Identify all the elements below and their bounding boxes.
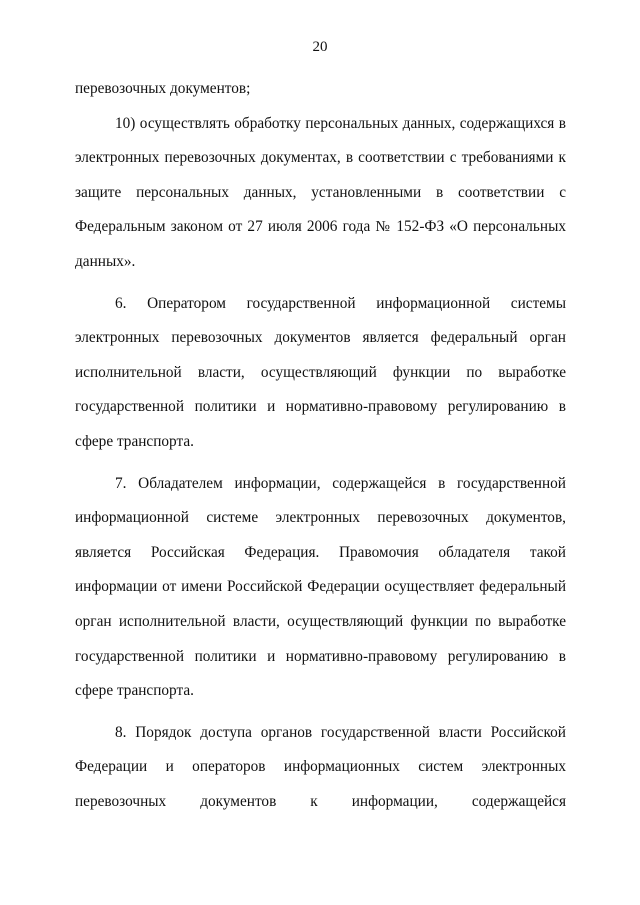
- paragraph-8: 8. Порядок доступа органов государственной власти Российской Федерации и операторов информационных систем электронных перевозочных документов к информации, содержащейся: [75, 723, 566, 810]
- paragraph-6: 6. Оператором государственной информационной системы электронных перевозочных документов является федеральный орган исполнительной власти, осуществляющий функции по выработке государственной политики и нормативно-правовому регулированию в сфере транспорта.: [75, 294, 566, 450]
- paragraph-7: 7. Обладателем информации, содержащейся в государственной информационной системе электронных перевозочных документов, является Российская Федерация. Правомочия обладателя такой информации от имени Российской Федерации осуществляет федеральный орган исполнительной власти, осуществляющий функции по выработке государственной политики и нормативно-правовому регулированию в сфере транспорта.: [75, 474, 566, 700]
- page-number: 20: [312, 39, 328, 55]
- paragraph-item-10: 10) осуществлять обработку персональных данных, содержащихся в электронных перевозочных документах, в соответствии с требованиями к защите персональных данных, установленными в соответствии с Федеральным законом от 27 июля 2006 года № 152-ФЗ «О персональных данных».: [75, 114, 566, 270]
- document-body: [75, 72, 566, 819]
- paragraph-continuation: перевозочных документов;: [75, 80, 251, 97]
